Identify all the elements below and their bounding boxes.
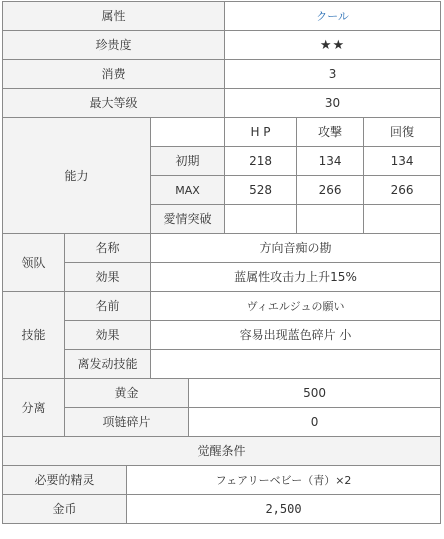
ability-col-recovery: 回復 bbox=[364, 118, 441, 147]
max-recovery: 266 bbox=[364, 176, 441, 205]
max-level-label: 最大等级 bbox=[3, 89, 225, 118]
rarity-value bbox=[225, 31, 441, 60]
row-attribute bbox=[3, 2, 441, 31]
ability-col-hp: H P bbox=[225, 118, 297, 147]
awaken-spirit-value bbox=[127, 466, 441, 495]
max-level-value: 30 bbox=[225, 89, 441, 118]
card-info-table bbox=[2, 1, 441, 524]
separate-necklace-label: 项链碎片 bbox=[65, 408, 189, 437]
row-leader-name bbox=[3, 234, 441, 263]
row-ability-header bbox=[3, 118, 441, 147]
ability-row-max-text: MAX bbox=[175, 183, 200, 197]
skill-effect-value: 容易出现蓝色碎片 小 bbox=[151, 321, 441, 350]
rarity-stars-icon: ★★ bbox=[319, 37, 346, 53]
skill-name-value bbox=[151, 292, 441, 321]
initial-attack: 134 bbox=[297, 147, 364, 176]
row-skill-effect bbox=[3, 321, 441, 350]
awaken-spirit-text: フェアリーベビー（青）×2 bbox=[215, 473, 352, 487]
leader-label: 领队 bbox=[3, 234, 65, 292]
skill-label: 技能 bbox=[3, 292, 65, 379]
ability-label: 能力 bbox=[3, 118, 151, 234]
row-skill-name bbox=[3, 292, 441, 321]
max-attack: 266 bbox=[297, 176, 364, 205]
separate-gold-value: 500 bbox=[189, 379, 441, 408]
awaken-coin-label: 金币 bbox=[3, 495, 127, 524]
row-separate-necklace bbox=[3, 408, 441, 437]
skill-offline-value bbox=[151, 350, 441, 379]
rarity-label: 珍贵度 bbox=[3, 31, 225, 60]
attribute-link[interactable]: クール bbox=[316, 9, 349, 23]
leader-name-value: 方向音痴の勘 bbox=[151, 234, 441, 263]
ability-row-max-label bbox=[151, 176, 225, 205]
row-cost bbox=[3, 60, 441, 89]
skill-name-label: 名前 bbox=[65, 292, 151, 321]
attribute-value[interactable] bbox=[225, 2, 441, 31]
awaken-title: 觉醒条件 bbox=[3, 437, 441, 466]
max-hp: 528 bbox=[225, 176, 297, 205]
row-separate-gold bbox=[3, 379, 441, 408]
affection-attack bbox=[297, 205, 364, 234]
leader-effect-value: 蓝属性攻击力上升15% bbox=[151, 263, 441, 292]
leader-name-label: 名称 bbox=[65, 234, 151, 263]
initial-hp: 218 bbox=[225, 147, 297, 176]
row-skill-offline bbox=[3, 350, 441, 379]
row-awaken-coin bbox=[3, 495, 441, 524]
row-leader-effect bbox=[3, 263, 441, 292]
initial-recovery: 134 bbox=[364, 147, 441, 176]
skill-name-text: ヴィエルジュの願い bbox=[246, 299, 345, 313]
attribute-label: 属性 bbox=[3, 2, 225, 31]
awaken-coin-value bbox=[127, 495, 441, 524]
ability-corner-cell bbox=[151, 118, 225, 147]
leader-effect-label: 効果 bbox=[65, 263, 151, 292]
ability-col-attack: 攻撃 bbox=[297, 118, 364, 147]
separate-label: 分离 bbox=[3, 379, 65, 437]
separate-gold-label: 黄金 bbox=[65, 379, 189, 408]
affection-recovery bbox=[364, 205, 441, 234]
row-awaken-spirit bbox=[3, 466, 441, 495]
ability-row-affection-label: 愛情突破 bbox=[151, 205, 225, 234]
awaken-spirit-label: 必要的精灵 bbox=[3, 466, 127, 495]
skill-offline-label: 离发动技能 bbox=[65, 350, 151, 379]
row-max-level bbox=[3, 89, 441, 118]
cost-label: 消费 bbox=[3, 60, 225, 89]
row-awaken-title bbox=[3, 437, 441, 466]
row-rarity bbox=[3, 31, 441, 60]
affection-hp bbox=[225, 205, 297, 234]
separate-necklace-value: 0 bbox=[189, 408, 441, 437]
card-info-panel bbox=[2, 1, 441, 524]
skill-effect-label: 効果 bbox=[65, 321, 151, 350]
awaken-coin-text: 2,500 bbox=[265, 502, 302, 516]
cost-value: 3 bbox=[225, 60, 441, 89]
ability-row-initial-label: 初期 bbox=[151, 147, 225, 176]
